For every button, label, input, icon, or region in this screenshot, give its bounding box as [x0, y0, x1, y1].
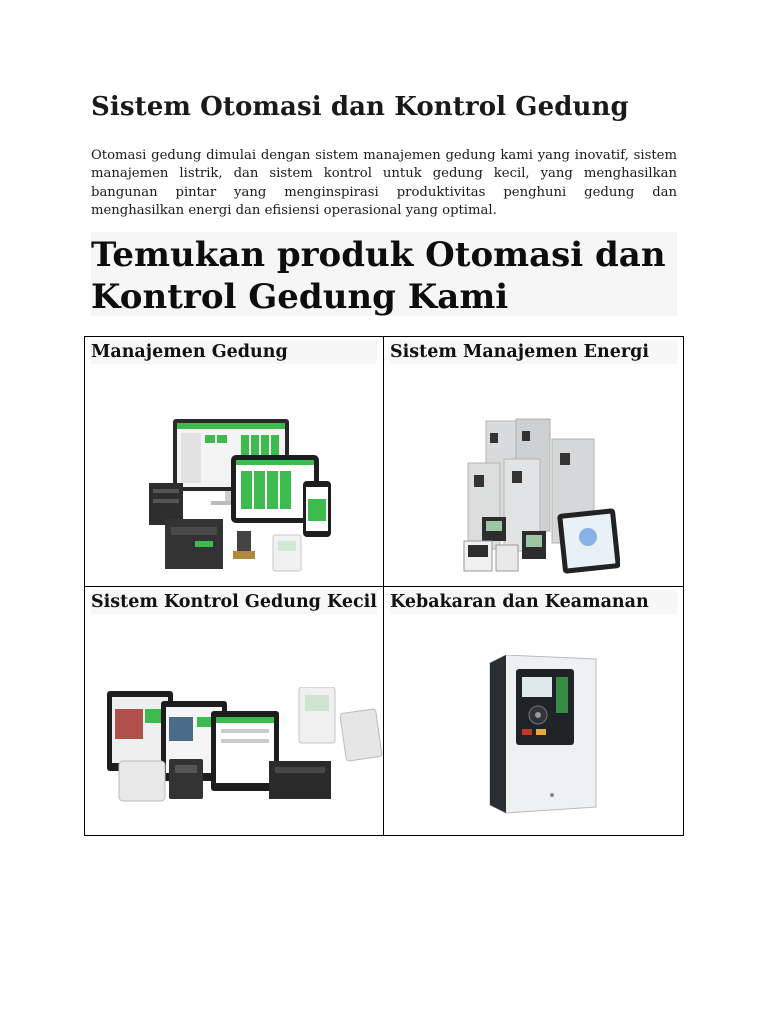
product-grid	[84, 336, 684, 836]
energy-management-image	[460, 413, 620, 579]
section-banner	[91, 232, 677, 316]
product-cell-building-management[interactable]	[85, 337, 384, 587]
product-cell-energy-management[interactable]	[384, 337, 683, 587]
product-cell-fire-security[interactable]	[384, 587, 683, 835]
product-title: Sistem Manajemen Energi	[390, 340, 677, 364]
building-management-image	[145, 415, 335, 577]
fire-security-image	[484, 655, 602, 815]
product-title: Kebakaran dan Keamanan	[390, 590, 677, 614]
intro-paragraph: Otomasi gedung dimulai dengan sistem manajemen gedung kami yang inovatif, sistem manajemen listrik, dan sistem kontrol untuk gedung kecil, yang menghasilkan bangunan pintar yang menginspirasi produktivitas penghuni gedung dan menghasilkan energi dan efisiensi operasional yang optimal.	[91, 148, 677, 218]
banner-title: Temukan produk Otomasi dan Kontrol Gedung Kami	[91, 235, 666, 317]
product-cell-small-building-control[interactable]	[85, 587, 384, 835]
page-heading: Sistem Otomasi dan Kontrol Gedung	[91, 92, 629, 122]
product-title: Manajemen Gedung	[91, 340, 377, 364]
small-building-control-image	[103, 687, 383, 807]
product-title: Sistem Kontrol Gedung Kecil	[91, 592, 377, 612]
